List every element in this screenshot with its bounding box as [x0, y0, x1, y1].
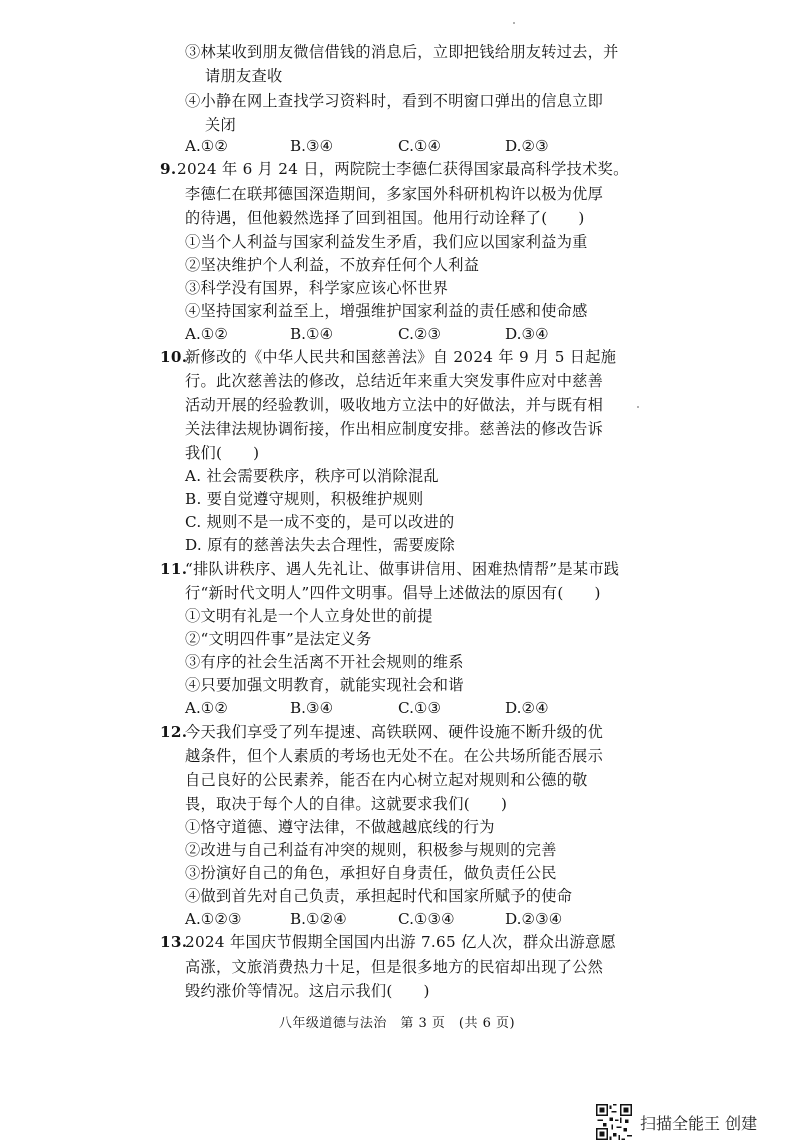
q11-stem-line-1: “排队讲秩序、遇人先礼让、做事讲信用、困难热情帮”是某市践 [185, 560, 620, 578]
q8-option-c[interactable]: C.①④ [398, 137, 442, 155]
q12-stem-line-2: 越条件，但个人素质的考场也无处不在。在公共场所能否展示 [185, 747, 604, 765]
q11-statement-4: ④只要加强文明教育，就能实现社会和谐 [185, 676, 464, 694]
q8-option-a[interactable]: A.①② [185, 137, 229, 155]
q8-statement-3-line-1: ③林某收到朋友微信借钱的消息后，立即把钱给朋友转过去，并 [185, 43, 619, 61]
q9-option-b[interactable]: B.①④ [290, 325, 334, 343]
q10-stem-line-2: 行。此次慈善法的修改，总结近年来重大突发事件应对中慈善 [185, 372, 604, 390]
q12-number: 12. [160, 723, 188, 741]
q9-stem-line-2: 李德仁在联邦德国深造期间，多家国外科研机构许以极为优厚 [185, 185, 604, 203]
q11-option-a[interactable]: A.①② [185, 699, 229, 717]
q12-option-d[interactable]: D.②③④ [505, 910, 563, 928]
q12-stem-line-4: 畏，取决于每个人的自律。这就要求我们( ) [185, 795, 508, 813]
q12-stem-line-3: 自己良好的公民素养，能否在内心树立起对规则和公德的敬 [185, 771, 588, 789]
q9-stem-line-1: 2024 年 6 月 24 日，两院院士李德仁获得国家最高科学技术奖。 [177, 160, 629, 178]
q8-option-d[interactable]: D.②③ [505, 137, 549, 155]
q9-statement-2: ②坚决维护个人利益，不放弃任何个人利益 [185, 256, 480, 274]
q13-stem-line-1: 2024 年国庆节假期全国国内出游 7.65 亿人次，群众出游意愿 [185, 933, 616, 951]
q10-stem-line-4: 关法律法规协调衔接，作出相应制度安排。慈善法的修改告诉 [185, 420, 604, 438]
page-footer: 八年级道德与法治 第 3 页 (共 6 页) [278, 1016, 516, 1031]
q11-stem-line-2: 行“新时代文明人”四件文明事。倡导上述做法的原因有( ) [185, 584, 601, 602]
q12-statement-4: ④做到首先对自己负责，承担起时代和国家所赋予的使命 [185, 887, 573, 905]
q8-statement-3-line-2: 请朋友查收 [205, 67, 283, 85]
q13-stem-line-3: 毁约涨价等情况。这启示我们( ) [185, 982, 430, 1000]
q9-number: 9. [160, 160, 177, 178]
q11-option-c[interactable]: C.①③ [398, 699, 442, 717]
scanner-watermark [596, 1104, 757, 1140]
scan-speck [513, 22, 515, 24]
q9-stem-line-3: 的待遇，但他毅然选择了回到祖国。他用行动诠释了( ) [185, 209, 585, 227]
q10-stem-line-3: 活动开展的经验教训，吸收地方立法中的好做法，并与既有相 [185, 396, 604, 414]
q13-number: 13. [160, 933, 188, 951]
scan-speck [637, 406, 639, 408]
scanner-label: 扫描全能王 创建 [640, 1113, 758, 1133]
q9-statement-3: ③科学没有国界，科学家应该心怀世界 [185, 279, 449, 297]
q11-number: 11. [160, 560, 188, 578]
q10-stem-line-5: 我们( ) [185, 444, 260, 462]
q8-statement-4-line-2: 关闭 [205, 116, 236, 134]
q13-stem-line-2: 高涨，文旅消费热力十足，但是很多地方的民宿却出现了公然 [185, 958, 604, 976]
q11-statement-3: ③有序的社会生活离不开社会规则的维系 [185, 653, 464, 671]
q8-option-b[interactable]: B.③④ [290, 137, 334, 155]
q10-stem-line-1: 新修改的《中华人民共和国慈善法》自 2024 年 9 月 5 日起施 [185, 348, 617, 366]
q11-statement-2: ②“文明四件事”是法定义务 [185, 630, 372, 648]
q12-stem-line-1: 今天我们享受了列车提速、高铁联网、硬件设施不断升级的优 [185, 723, 604, 741]
q11-option-d[interactable]: D.②④ [505, 699, 549, 717]
q12-option-c[interactable]: C.①③④ [398, 910, 455, 928]
q9-statement-4: ④坚持国家利益至上，增强维护国家利益的责任感和使命感 [185, 302, 588, 320]
q12-statement-1: ①恪守道德、遵守法律，不做越越底线的行为 [185, 818, 495, 836]
q12-option-b[interactable]: B.①②④ [290, 910, 347, 928]
q12-statement-2: ②改进与自己利益有冲突的规则，积极参与规则的完善 [185, 841, 557, 859]
q10-number: 10. [160, 348, 188, 366]
q9-option-c[interactable]: C.②③ [398, 325, 442, 343]
q9-option-a[interactable]: A.①② [185, 325, 229, 343]
q11-statement-1: ①文明有礼是一个人立身处世的前提 [185, 607, 433, 625]
q12-option-a[interactable]: A.①②③ [185, 910, 242, 928]
q10-choice-b[interactable]: B. 要自觉遵守规则，积极维护规则 [185, 490, 424, 508]
qr-code-icon [596, 1104, 632, 1140]
q9-statement-1: ①当个人利益与国家利益发生矛盾，我们应以国家利益为重 [185, 233, 588, 251]
q12-statement-3: ③扮演好自己的角色，承担好自身责任，做负责任公民 [185, 864, 557, 882]
q9-option-d[interactable]: D.③④ [505, 325, 549, 343]
q10-choice-a[interactable]: A. 社会需要秩序，秩序可以消除混乱 [185, 467, 439, 485]
q11-option-b[interactable]: B.③④ [290, 699, 334, 717]
q8-statement-4-line-1: ④小静在网上查找学习资料时，看到不明窗口弹出的信息立即 [185, 92, 604, 110]
q10-choice-c[interactable]: C. 规则不是一成不变的，是可以改进的 [185, 513, 455, 531]
q10-choice-d[interactable]: D. 原有的慈善法失去合理性，需要废除 [185, 536, 455, 554]
